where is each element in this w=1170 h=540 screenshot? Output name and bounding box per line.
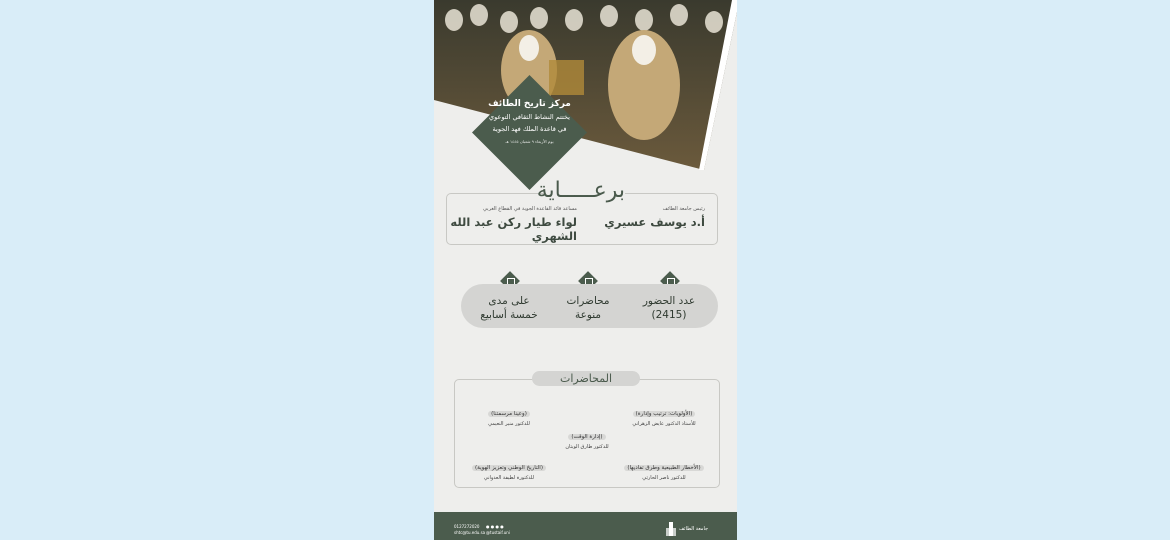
patronage-title: برعـــــاية — [536, 178, 625, 203]
sponsor-1-name: أ.د يوسف عسيري — [604, 215, 705, 229]
lecture-speaker: للأستاذ الدكتور عايض الزهراني — [632, 421, 696, 427]
stat-lectures — [548, 294, 628, 322]
university-logo-icon — [666, 522, 676, 536]
footer-email: shtc@tu.edu.sa — [454, 530, 486, 535]
lecture-item — [459, 454, 559, 481]
banner-line2: في قاعدة الملك فهد الجوية — [492, 125, 567, 133]
banner-org: مركز تاريخ الطائف — [488, 99, 571, 109]
lectures-title: المحاضرات — [532, 371, 640, 386]
lecture-speaker: للدكتور طارق الوبثان — [565, 444, 609, 450]
lecture-item — [619, 400, 709, 427]
lecture-topic: (التاريخ الوطني وتعزيز الهوية) — [472, 465, 546, 471]
lecture-topic: (وعينا مرسمتنا) — [488, 411, 530, 417]
stat-attendance-label: عدد الحضور — [642, 295, 696, 307]
sponsor-2-name: لواء طيار ركن عبد الله الشهري — [450, 215, 577, 243]
event-banner — [472, 75, 587, 190]
lecture-speaker: للدكتور ناصر الحارثي — [642, 475, 686, 481]
sponsor-2 — [447, 206, 577, 243]
stat-duration-line1: على مدى — [488, 295, 530, 307]
lecture-speaker: للدكتورة لطيفة العدواني — [483, 475, 535, 481]
stat-attendance-value: (2415) — [651, 309, 687, 321]
stat-lectures-line2: منوعة — [574, 309, 602, 321]
banner-line1: يختتم النشاط الثقافي التوعوي — [489, 113, 570, 121]
sponsor-2-role: مساعد قائد القاعدة الجوية في القطاع الغربي — [483, 206, 577, 212]
stat-duration-line2: خمسة أسابيع — [480, 309, 538, 321]
footer-handle: @tustaif.uni — [486, 530, 510, 535]
footer-university: جامعة الطائف — [679, 526, 709, 532]
sponsor-1 — [604, 206, 705, 229]
poster — [434, 0, 737, 540]
lecture-speaker: للدكتور منير النعيمي — [488, 421, 530, 427]
footer — [434, 512, 737, 540]
footer-social-icons: ● ● ● ● — [486, 524, 504, 529]
lecture-item — [464, 400, 554, 427]
lecture-item — [542, 423, 632, 450]
stat-duration — [469, 294, 549, 322]
stat-attendance — [629, 294, 709, 322]
banner-date: يوم الأربعاء ٩ شعبان ١٤٤٥ هـ — [505, 139, 554, 144]
lecture-topic: (إدارة الوقت) — [568, 434, 605, 440]
lecture-item — [614, 454, 714, 481]
lecture-topic: (الأولويات: ترتيب وإدارة) — [633, 411, 696, 417]
sponsor-1-role: رئيس جامعة الطائف — [662, 206, 705, 212]
footer-phone: 0127272020 — [454, 524, 480, 529]
lecture-topic: (الأخطار الطبيعية وطرق تفاديها) — [624, 465, 703, 471]
stat-lectures-line1: محاضرات — [566, 295, 610, 307]
